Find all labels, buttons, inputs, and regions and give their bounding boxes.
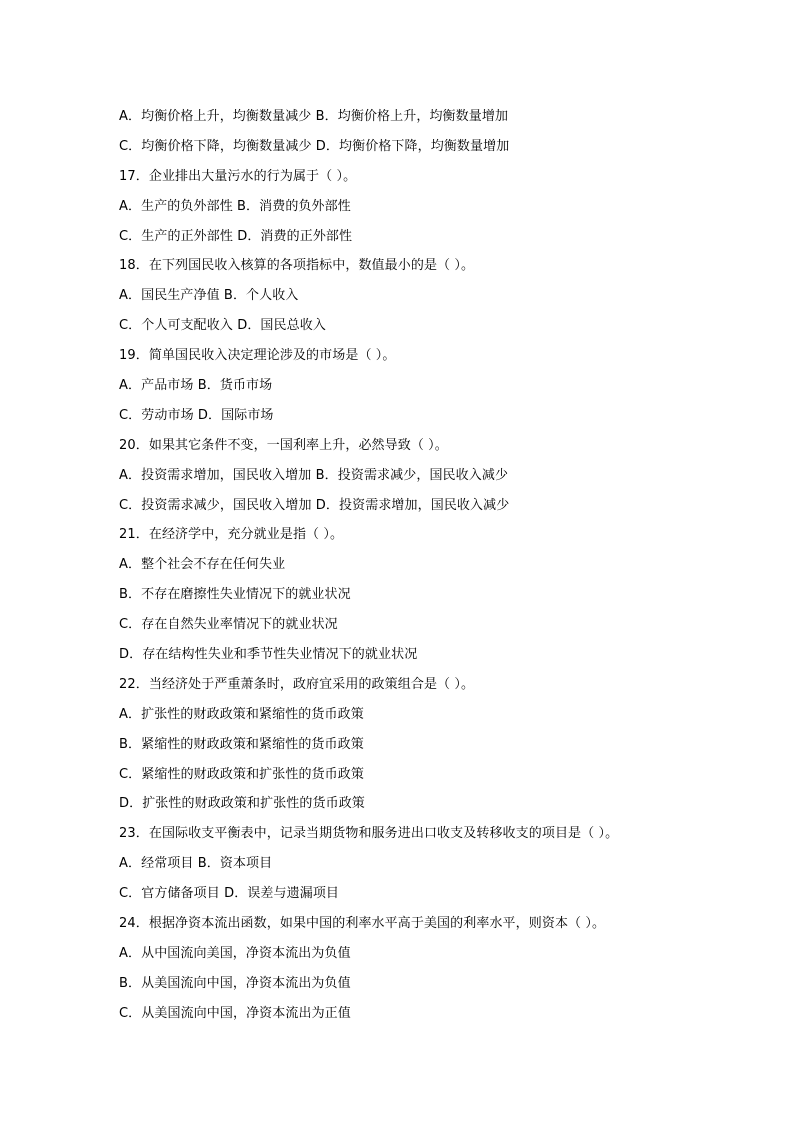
question-22: 22．当经济处于严重萧条时，政府宜采用的政策组合是（ ）。	[119, 676, 475, 692]
option-line: A．均衡价格上升，均衡数量减少 B．均衡价格上升，均衡数量增加	[119, 109, 509, 124]
question-19: 19．简单国民收入决定理论涉及的市场是（ ）。	[119, 348, 396, 364]
option-line: C．从美国流向中国，净资本流出为正值	[119, 1005, 351, 1021]
option-line: C．投资需求减少，国民收入增加 D．投资需求增加，国民收入减少	[119, 497, 510, 513]
option-line: B．从美国流向中国，净资本流出为负值	[119, 975, 351, 991]
question-24: 24．根据净资本流出函数，如果中国的利率水平高于美国的利率水平，则资本（ ）。	[119, 916, 606, 932]
question-21: 21．在经济学中，充分就业是指（ ）。	[119, 527, 344, 543]
option-line: A．扩张性的财政政策和紧缩性的货币政策	[119, 706, 364, 722]
option-line: B．紧缩性的财政政策和紧缩性的货币政策	[119, 736, 364, 752]
option-line: C．存在自然失业率情况下的就业状况	[119, 617, 338, 633]
question-20: 20．如果其它条件不变，一国利率上升，必然导致（ ）。	[119, 437, 448, 453]
option-line: C．生产的正外部性 D．消费的正外部性	[119, 228, 353, 244]
option-line: C．官方储备项目 D．误差与遗漏项目	[119, 886, 340, 902]
option-line: C．均衡价格下降，均衡数量减少 D．均衡价格下降，均衡数量增加	[119, 138, 510, 154]
option-line: A．投资需求增加，国民收入增加 B．投资需求减少，国民收入减少	[119, 467, 509, 483]
option-line: B．不存在磨擦性失业情况下的就业状况	[119, 587, 351, 603]
option-line: C．劳动市场 D．国际市场	[119, 407, 274, 423]
question-23: 23．在国际收支平衡表中，记录当期货物和服务进出口收支及转移收支的项目是（ ）。	[119, 826, 619, 842]
option-line: A．从中国流向美国，净资本流出为负值	[119, 945, 351, 961]
option-line: A．整个社会不存在任何失业	[119, 557, 286, 573]
option-line: A．产品市场 B．货币市场	[119, 378, 273, 394]
option-line: A．国民生产净值 B．个人收入	[119, 288, 299, 304]
option-line: C．紧缩性的财政政策和扩张性的货币政策	[119, 766, 364, 782]
option-line: D．存在结构性失业和季节性失业情况下的就业状况	[119, 647, 418, 663]
option-line: D．扩张性的财政政策和扩张性的货币政策	[119, 796, 365, 812]
option-line: A．生产的负外部性 B．消费的负外部性	[119, 198, 351, 214]
option-line: A．经常项目 B．资本项目	[119, 856, 273, 872]
question-18: 18．在下列国民收入核算的各项指标中，数值最小的是（ ）。	[119, 258, 475, 274]
question-17: 17．企业排出大量污水的行为属于（ ）。	[119, 168, 357, 184]
option-line: C．个人可支配收入 D．国民总收入	[119, 318, 326, 334]
document-body	[119, 102, 779, 1029]
